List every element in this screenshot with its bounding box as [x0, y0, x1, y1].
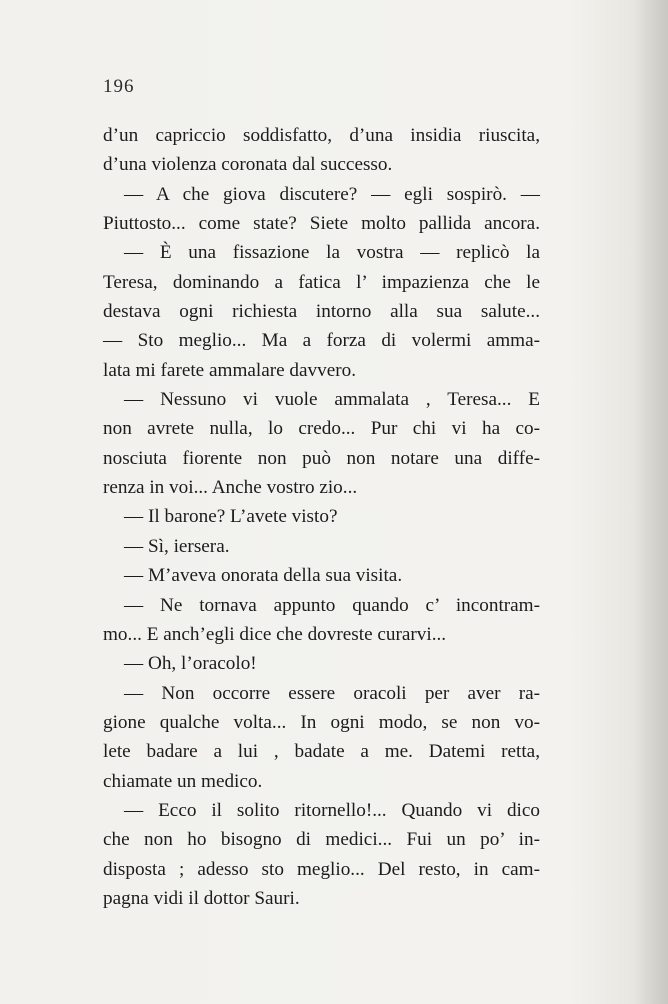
text-line: — È una fissazione la vostra — replicò la [124, 242, 540, 264]
text-line: — Non occorre essere oracoli per aver ra- [124, 682, 540, 704]
text-line: pagna vidi il dottor Sauri. [103, 887, 300, 909]
text-line: — Sto meglio... Ma a forza di volermi amma- [103, 330, 540, 352]
text-line: — Oh, l’oracolo! [124, 653, 257, 675]
text-line: chiamate un medico. [103, 770, 263, 792]
text-line: destava ogni richiesta intorno alla sua salute... [103, 301, 540, 323]
body-text [103, 121, 540, 913]
text-line: che non ho bisogno di medici... Fui un po’ in- [103, 829, 540, 851]
text-line: — A che giova discutere? — egli sospirò. — [124, 183, 540, 205]
text-line: nosciuta fiorente non può non notare una diffe- [103, 447, 540, 469]
text-line: Teresa, dominando a fatica l’ impazienza che le [103, 271, 540, 293]
page-gutter-shadow [634, 0, 668, 1004]
text-line: Piuttosto... come state? Siete molto pallida ancora. [103, 213, 540, 235]
text-line: — Ecco il solito ritornello!... Quando vi dico [124, 799, 540, 821]
text-line: — Ne tornava appunto quando c’ incontram- [124, 594, 540, 616]
text-line: — Nessuno vi vuole ammalata , Teresa... E [124, 389, 540, 411]
text-line: renza in voi... Anche vostro zio... [103, 477, 358, 499]
text-line: disposta ; adesso sto meglio... Del resto, in cam- [103, 858, 540, 880]
text-line: d’una violenza coronata dal successo. [103, 154, 393, 176]
text-line: d’un capriccio soddisfatto, d’una insidia riuscita, [103, 125, 540, 146]
text-line: mo... E anch’egli dice che dovreste curarvi... [103, 623, 447, 645]
text-line: non avrete nulla, lo credo... Pur chi vi ha co- [103, 418, 540, 440]
page-number: 196 [103, 76, 135, 97]
text-line: lata mi farete ammalare davvero. [103, 359, 357, 381]
text-line: — Sì, iersera. [124, 535, 230, 557]
text-line: lete badare a lui , badate a me. Datemi retta, [103, 741, 540, 763]
text-line: gione qualche volta... In ogni modo, se non vo- [103, 711, 540, 733]
text-line: — M’aveva onorata della sua visita. [124, 565, 403, 587]
text-line: — Il barone? L’avete visto? [124, 506, 338, 528]
